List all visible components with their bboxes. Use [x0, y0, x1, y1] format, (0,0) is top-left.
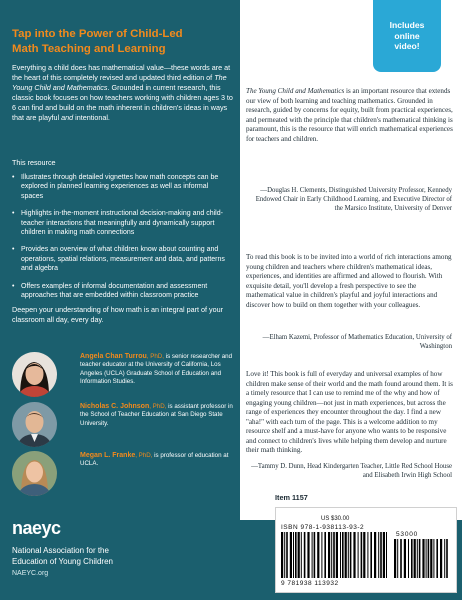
author-block: [12, 352, 237, 397]
endorsement-quote: The Young Child and Mathematics is an important resource that extends our view of both learning and teaching mathematics. Grounded in research, guided by concerns for equity, built from practical experiences, and permeated with the principle that children's mathematical thinking is paramount, this is the resource that will enrich mathematical experiences for teachers and children.: [246, 87, 453, 143]
list-item: • Illustrates through detailed vignettes how math concepts can be explored in planned learning experiences as well as informal spaces: [12, 174, 219, 200]
logo-wordmark: naeyc: [12, 518, 61, 538]
bullet-icon: •: [12, 282, 15, 290]
publisher-url: NAEYC.org: [12, 570, 49, 577]
endorsement-attribution: —Elham Kazemi, Professor of Mathematics Education, University of Washington: [262, 334, 452, 351]
headline-line-2: Math Teaching and Learning: [12, 42, 166, 55]
video-badge: Includes online video!: [373, 0, 441, 72]
author-bio: Megan L. Franke, PhD, is professor of education at UCLA.: [80, 452, 229, 468]
closing-statement: Deepen your understanding of how math is an integral part of your classroom all day, every day.: [12, 305, 223, 324]
author-bio: Nicholas C. Johnson, PhD, is assistant professor in the School of Teacher Education at San Diego State University.: [80, 403, 233, 427]
bullet-icon: •: [12, 174, 15, 181]
isbn-barcode: [275, 507, 457, 593]
author-name: Angela Chan Turrou: [80, 353, 147, 360]
naeyc-logo: [12, 518, 61, 538]
author-block: [12, 402, 237, 447]
endorsement-quote: Love it! This book is full of everyday and universal examples of how children make sense of their world and the math found around them. It is a timely resource that I can use to remind me of the why and how of engaging young children—not just in math experiences, but across the range of experiences they encounter throughout the day. I find a new "aha!" with each turn of the page. This is a welcome addition to my resource shelf and a must-have for anyone who wants to be responsive and connect to children's lives while helping them develop and nurture their math thinking.: [246, 370, 453, 454]
book-title: The Young Child and Mathematics: [12, 73, 227, 92]
barcode-bars: [281, 532, 389, 578]
author-photo: [12, 352, 57, 397]
endorsement-attribution: —Tammy D. Dunn, Head Kindergarten Teacher, Little Red School House and Elisabeth Irwin High School: [251, 463, 452, 480]
author-photo: [12, 451, 57, 496]
author-bio: Angela Chan Turrou, PhD, is senior researcher and teacher educator at the University of California, Los Angeles (UCLA) Graduate School of Education and Information Studies.: [80, 353, 233, 385]
intro-paragraph: Everything a child does has mathematical value—these words are at the heart of this completely revised and updated third edition of The Young Child and Mathematics. Grounded in current research, this classic book focuses on how teachers working with children ages 3 to 6 can find and build on the math inherent in children's ideas in ways that are playful and intentional.: [12, 63, 233, 122]
headline-line-1: Tap into the Power of Child-Led: [12, 28, 183, 40]
item-number: Item 1157: [275, 493, 308, 502]
bullet-icon: •: [12, 210, 15, 218]
feature-list: [12, 173, 232, 308]
list-item: • Provides an overview of what children know about counting and operations, spatial relations, measurement and data, and patterns and algebra: [12, 246, 225, 273]
endorsement-attribution: —Douglas H. Clements, Distinguished University Professor, Kennedy Endowed Chair in Early Childhood Learning, and Executive Director of the Marsico Institute, University of Denver: [255, 187, 452, 213]
author-name: Megan L. Franke: [80, 452, 136, 459]
list-item: • Highlights in-the-moment instructional decision-making and child-teacher interactions that meaningfully and dynamically support children in making math connections: [12, 210, 223, 237]
barcode-digits: 9 781938 113932: [281, 580, 339, 587]
author-block: [12, 451, 237, 496]
barcode-isbn: ISBN 978-1-938113-93-2: [281, 524, 365, 531]
list-item: • Offers examples of informal documentation and assessment approaches that are embedded within classroom practice: [12, 282, 208, 300]
barcode-price: US $30.00: [321, 516, 350, 522]
publisher-name: National Association for the Education of Young Children: [12, 546, 113, 566]
bullet-icon: •: [12, 246, 15, 254]
endorsement-quote: To read this book is to be invited into a world of rich interactions among young children and teachers where children's mathematical ideas, experiences, and identities are affirmed and allowed to flourish. With exquisite detail, you'll develop a fresh perspective to see the mathematical value in children's playful and joyful interactions and discover how to build on them together with your colleagues.: [246, 253, 452, 309]
headline: [12, 27, 217, 56]
barcode-supplement-number: 53000: [396, 531, 419, 538]
author-photo: [12, 402, 57, 447]
author-name: Nicholas C. Johnson: [80, 403, 150, 410]
barcode-supplement-bars: [394, 539, 449, 578]
resource-lead: This resource: [12, 158, 56, 167]
